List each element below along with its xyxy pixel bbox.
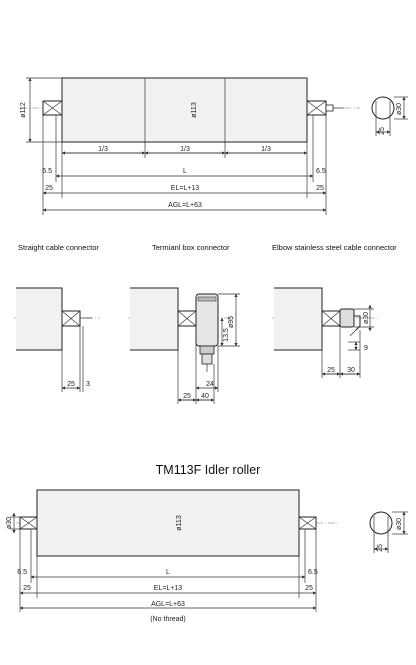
top-gap-right: 6.5 xyxy=(316,168,326,175)
top-length-l: L xyxy=(183,168,187,175)
top-shaft-left: 25 xyxy=(45,185,53,192)
idler-shaft-left: 25 xyxy=(23,585,31,592)
idler-roller-body xyxy=(37,490,299,556)
elbow-dim-30-dia: ø30 xyxy=(363,311,370,325)
idler-roller-title: TM113F Idler roller xyxy=(155,463,261,477)
elbow-fitting xyxy=(340,309,354,327)
top-end-view-diameter: ø30 xyxy=(396,102,403,116)
top-end-diameter: ø112 xyxy=(20,102,27,118)
terminal-box xyxy=(196,294,218,346)
terminal-box-connector-detail xyxy=(128,288,240,404)
idler-shaft-right: 25 xyxy=(305,585,313,592)
straight-dim-3: 3 xyxy=(86,381,90,388)
top-end-view-flat: 25 xyxy=(379,127,386,135)
elbow-connector-detail xyxy=(272,288,380,378)
idler-roller-diameter: ø113 xyxy=(176,515,183,531)
idler-length-el: EL=L+13 xyxy=(153,585,183,592)
idler-end-view-flat: 25 xyxy=(377,544,384,552)
terminal-dim-13-5: 13.5 xyxy=(223,328,230,342)
elbow-connector-label: Elbow stainless steel cable connector xyxy=(272,243,397,252)
elbow-dim-30: 30 xyxy=(347,367,355,374)
idler-gap-left: 6.5 xyxy=(17,569,27,576)
terminal-connector-label: Termianl box connector xyxy=(152,243,230,252)
terminal-dim-24: 24 xyxy=(206,381,214,388)
idler-shaft-diameter: ø30 xyxy=(6,516,13,530)
elbow-dim-25: 25 xyxy=(327,367,335,374)
straight-connector-label: Straight cable connector xyxy=(18,243,99,252)
top-end-view xyxy=(372,97,408,136)
top-length-agl: AGL=L+63 xyxy=(168,202,202,209)
idler-roller-drawing xyxy=(6,490,408,623)
idler-end-view xyxy=(370,512,408,553)
third-2: 1/3 xyxy=(180,146,190,153)
top-length-el: EL=L+13 xyxy=(170,185,200,192)
top-gap-left: 6.5 xyxy=(42,168,52,175)
idler-gap-right: 6.5 xyxy=(308,569,318,576)
idler-end-view-diameter: ø30 xyxy=(396,517,403,531)
roller-body xyxy=(62,78,307,142)
third-1: 1/3 xyxy=(98,146,108,153)
terminal-dim-40: 40 xyxy=(201,393,209,400)
straight-connector-detail xyxy=(14,288,100,392)
idler-length-l: L xyxy=(166,569,170,576)
idler-length-agl: AGL=L+63 xyxy=(151,601,185,608)
elbow-dim-9: 9 xyxy=(364,345,368,352)
third-3: 1/3 xyxy=(261,146,271,153)
terminal-dim-95: ø95 xyxy=(228,315,235,329)
top-motorized-roller-drawing xyxy=(20,78,408,215)
top-shaft-right: 25 xyxy=(316,185,324,192)
straight-dim-25: 25 xyxy=(67,381,75,388)
terminal-dim-25: 25 xyxy=(183,393,191,400)
top-roller-diameter: ø113 xyxy=(191,102,198,118)
idler-no-thread-note: (No thread) xyxy=(150,616,186,623)
